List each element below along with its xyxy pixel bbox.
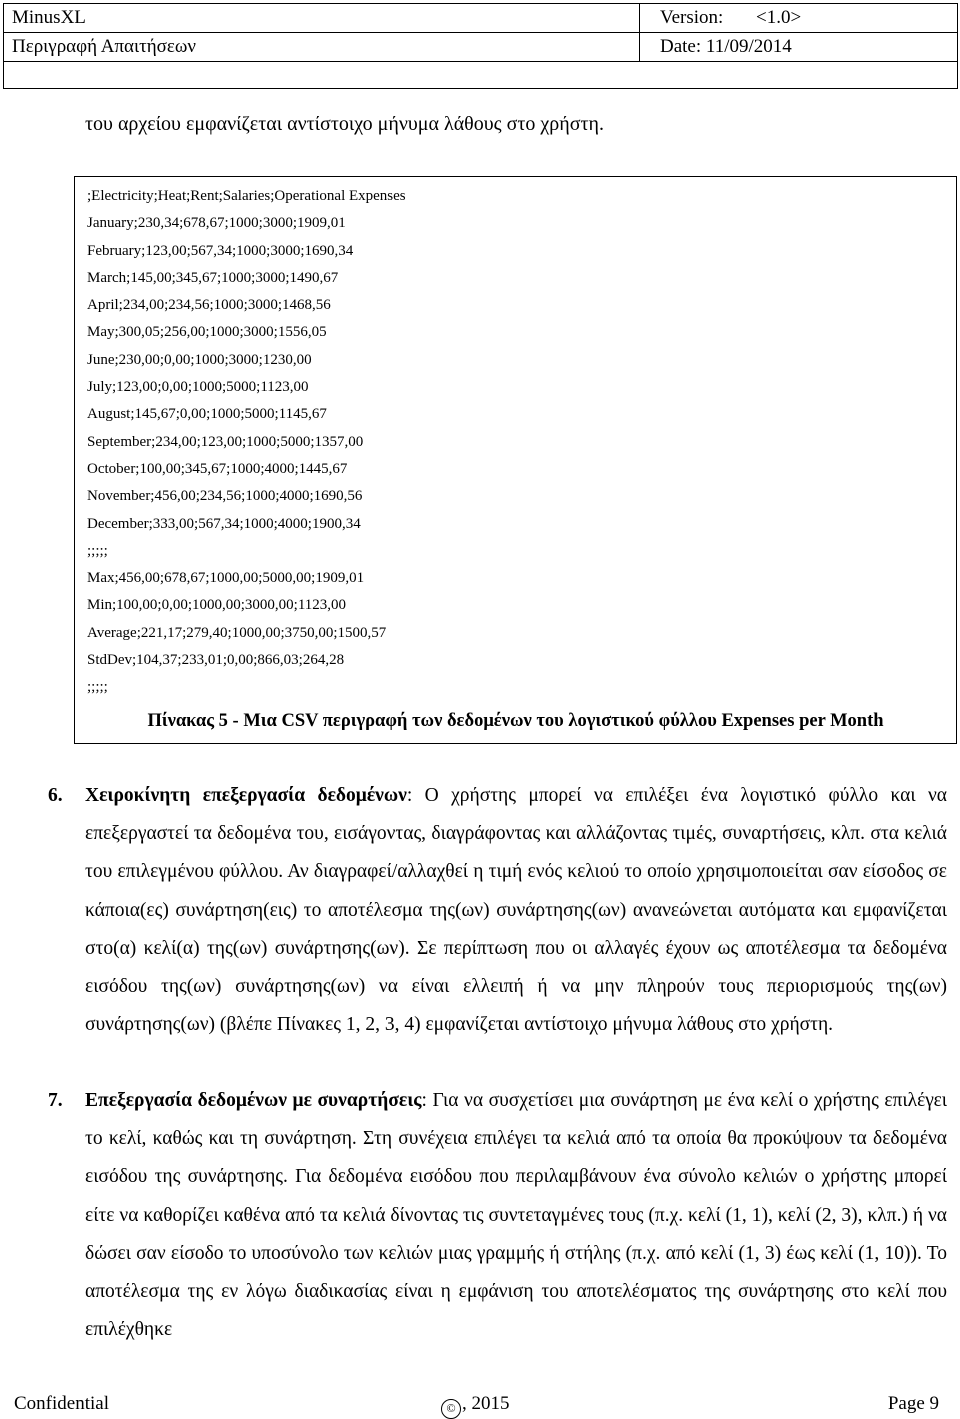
csv-line: April;234,00;234,56;1000;3000;1468,56 (87, 297, 331, 314)
csv-line: ;;;;; (87, 542, 108, 559)
csv-line: Min;100,00;0,00;1000,00;3000,00;1123,00 (87, 597, 347, 614)
csv-line: October;100,00;345,67;1000;4000;1445,67 (87, 460, 348, 477)
document-title: Περιγραφή Απαιτήσεων (4, 33, 640, 62)
csv-lines (87, 183, 406, 702)
date-label: Date: (660, 36, 702, 57)
csv-line: January;230,34;678,67;1000;3000;1909,01 (87, 215, 346, 232)
list-item-6 (48, 777, 947, 1044)
csv-line: Max;456,00;678,67;1000,00;5000,00;1909,01 (87, 570, 365, 587)
confidential-label: Confidential (14, 1393, 109, 1414)
date-cell (640, 33, 958, 62)
list-item-text: : Ο χρήστης μπορεί να επιλέξει ένα λογιστικό φύλλο και να επεξεργαστεί τα δεδομένα του, εισάγοντας, διαγράφοντας και αλλάζοντας τιμές, συναρτήσεις, κλπ. στα κελιά του επιλεγμένου φύλλου. Αν διαγραφεί/αλλαχθεί η τιμή ενός κελιού το οποίο χρησιμοποιείται σαν είσοδος σε κάποια(ες) συνάρτηση(εις) το αποτέλεσμα της(ων) συνάρτησης(ων) ανανεώνεται αυτόματα και εμφανίζεται στο(α) κελί(α) της(ων) συνάρτησης(ων). Σε περίπτωση που οι αλλαγές έχουν ως αποτέλεσμα τα δεδομένα εισόδου της(ων) συνάρτησης(ων) να είναι ελλειπή ή να μην πληρούν τους περιορισμούς της(ων) συνάρτησης(ων) (βλέπε Πίνακες 1, 2, 3, 4) εμφανίζεται αντίστοιχο μήνυμα λάθους στο χρήστη. (85, 785, 947, 1036)
csv-line: November;456,00;234,56;1000;4000;1690,56 (87, 488, 363, 505)
csv-line: March;145,00;345,67;1000;3000;1490,67 (87, 269, 339, 286)
version-value: <1.0> (756, 7, 802, 28)
list-item-heading: Επεξεργασία δεδομένων με συναρτήσεις (85, 1090, 422, 1111)
list-item-text: : Για να συσχετίσει μια συνάρτηση με ένα κελί ο χρήστης επιλέγει το κελί, καθώς και τη συνάρτηση. Στη συνέχεια επιλέγει τα κελιά από τα οποία θα προκύψουν τα δεδομένα εισόδου της συνάρτησης. Για δεδομένα εισόδου που περιλαμβάνουν ένα σύνολο κελιών ο χρήστης μπορεί είτε να καθορίζει καθένα από τα κελιά δίνοντας τις συντεταγμένες τους (π.χ. κελί (1, 1), κελί (2, 3), κλπ.) ή να δώσει σαν είσοδο το υποσύνολο των κελιών μιας γραμμής ή στήλης (π.χ. από κελί (1, 3) έως κελί (1, 10)). Το αποτέλεσμα της εν λόγω διαδικασίας είναι η εμφάνιση του αποτελέσματος της συνάρτησης στο κελί που επιλέχθηκε (85, 1090, 948, 1341)
intro-paragraph: του αρχείου εμφανίζεται αντίστοιχο μήνυμα λάθους στο χρήστη. (85, 113, 604, 135)
csv-line: December;333,00;567,34;1000;4000;1900,34 (87, 515, 361, 532)
date-value: 11/09/2014 (705, 36, 792, 57)
csv-line: Average;221,17;279,40;1000,00;3750,00;1500,57 (87, 624, 387, 641)
csv-line: ;;;;; (87, 679, 108, 696)
csv-line: July;123,00;0,00;1000;5000;1123,00 (87, 379, 309, 396)
version-label: Version: (660, 7, 724, 28)
copyright-icon: © (441, 1399, 461, 1419)
document-header (3, 3, 958, 89)
header-empty-row (4, 62, 958, 89)
list-item-number: 7. (48, 1090, 63, 1111)
version-cell (640, 4, 958, 33)
page-number: Page 9 (887, 1393, 939, 1414)
csv-line: ;Electricity;Heat;Rent;Salaries;Operational Expenses (87, 188, 406, 204)
csv-line: StdDev;104,37;233,01;0,00;866,03;264,28 (87, 652, 345, 669)
copyright-year: , 2015 (462, 1393, 510, 1414)
copyright-notice (441, 1392, 510, 1419)
list-item-number: 6. (48, 785, 63, 806)
csv-line: February;123,00;567,34;1000;3000;1690,34 (87, 242, 354, 259)
project-name: MinusXL (4, 4, 640, 33)
csv-line: June;230,00;0,00;1000;3000;1230,00 (87, 351, 312, 368)
list-item-7 (48, 1082, 948, 1349)
csv-line: September;234,00;123,00;1000;5000;1357,00 (87, 433, 364, 450)
csv-line: May;300,05;256,00;1000;3000;1556,05 (87, 324, 327, 341)
csv-table-box (74, 176, 957, 744)
table-caption: Πίνακας 5 - Μια CSV περιγραφή των δεδομένων του λογιστικού φύλλου Expenses per Month (147, 711, 884, 731)
list-item-heading: Χειροκίνητη επεξεργασία δεδομένων (85, 785, 407, 806)
csv-line: August;145,67;0,00;1000;5000;1145,67 (87, 406, 327, 423)
